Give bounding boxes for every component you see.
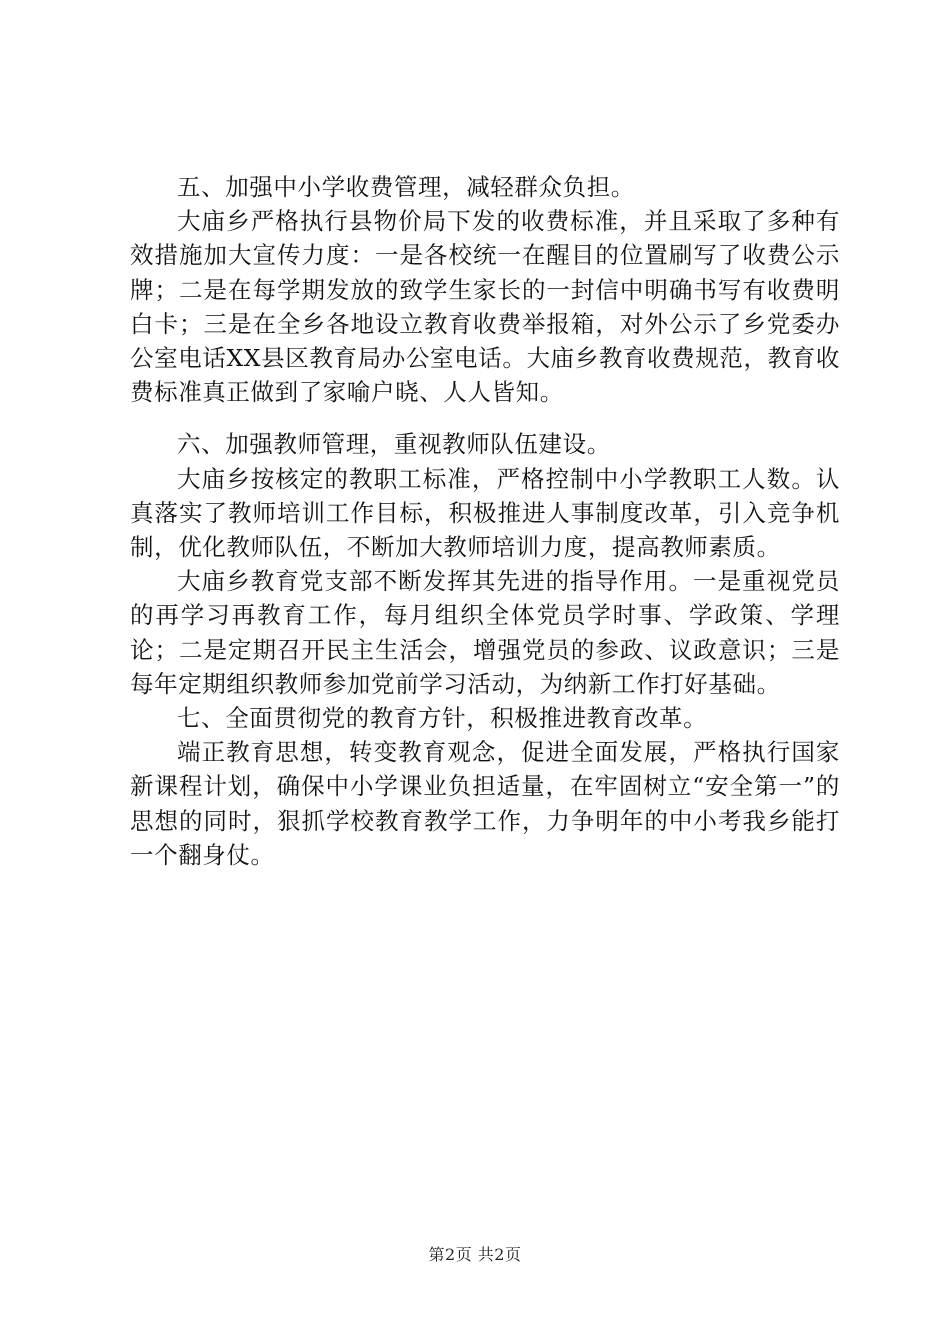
section-heading-5: 五、加强中小学收费管理，减轻群众负担。: [177, 173, 635, 201]
section-heading-6: 六、加强教师管理，重视教师队伍建设。: [177, 430, 611, 459]
document-body: [130, 170, 840, 872]
paragraph-education-reform: 端正教育思想，转变教育观念，促进全面发展，严格执行国家新课程计划，确保中小学课业负担适量，在牢固树立“安全第一”的思想的同时，狠抓学校教育教学工作，力争明年的中小考我乡能打一个翻身仗。: [130, 738, 840, 869]
paragraph-fee-management: 大庙乡严格执行县物价局下发的收费标准，并且采取了多种有效措施加大宣传力度：一是各校统一在醒目的位置刷写了收费公示牌；二是在每学期发放的致学生家长的一封信中明确书写有收费明白卡；三是在全乡各地设立教育收费举报箱，对外公示了乡党委办公室电话XX县区教育局办公室电话。大庙乡教育收费规范，教育收费标准真正做到了家喻户晓、人人皆知。: [130, 207, 840, 407]
page-number-footer: 第2页 共2页: [428, 1245, 522, 1264]
section-heading-7: 七、全面贯彻党的教育方针，积极推进教育改革。: [177, 704, 708, 733]
paragraph-party-branch: 大庙乡教育党支部不断发挥其先进的指导作用。一是重视党员的再学习再教育工作，每月组织全体党员学时事、学政策、学理论；二是定期召开民主生活会，增强党员的参政、议政意识；三是每年定期组织教师参加党前学习活动，为纳新工作打好基础。: [130, 567, 840, 698]
paragraph-teacher-management: 大庙乡按核定的教职工标准，严格控制中小学教职工人数。认真落实了教师培训工作目标，积极推进人事制度改革，引入竞争机制，优化教师队伍，不断加大教师培训力度，提高教师素质。: [130, 464, 840, 562]
